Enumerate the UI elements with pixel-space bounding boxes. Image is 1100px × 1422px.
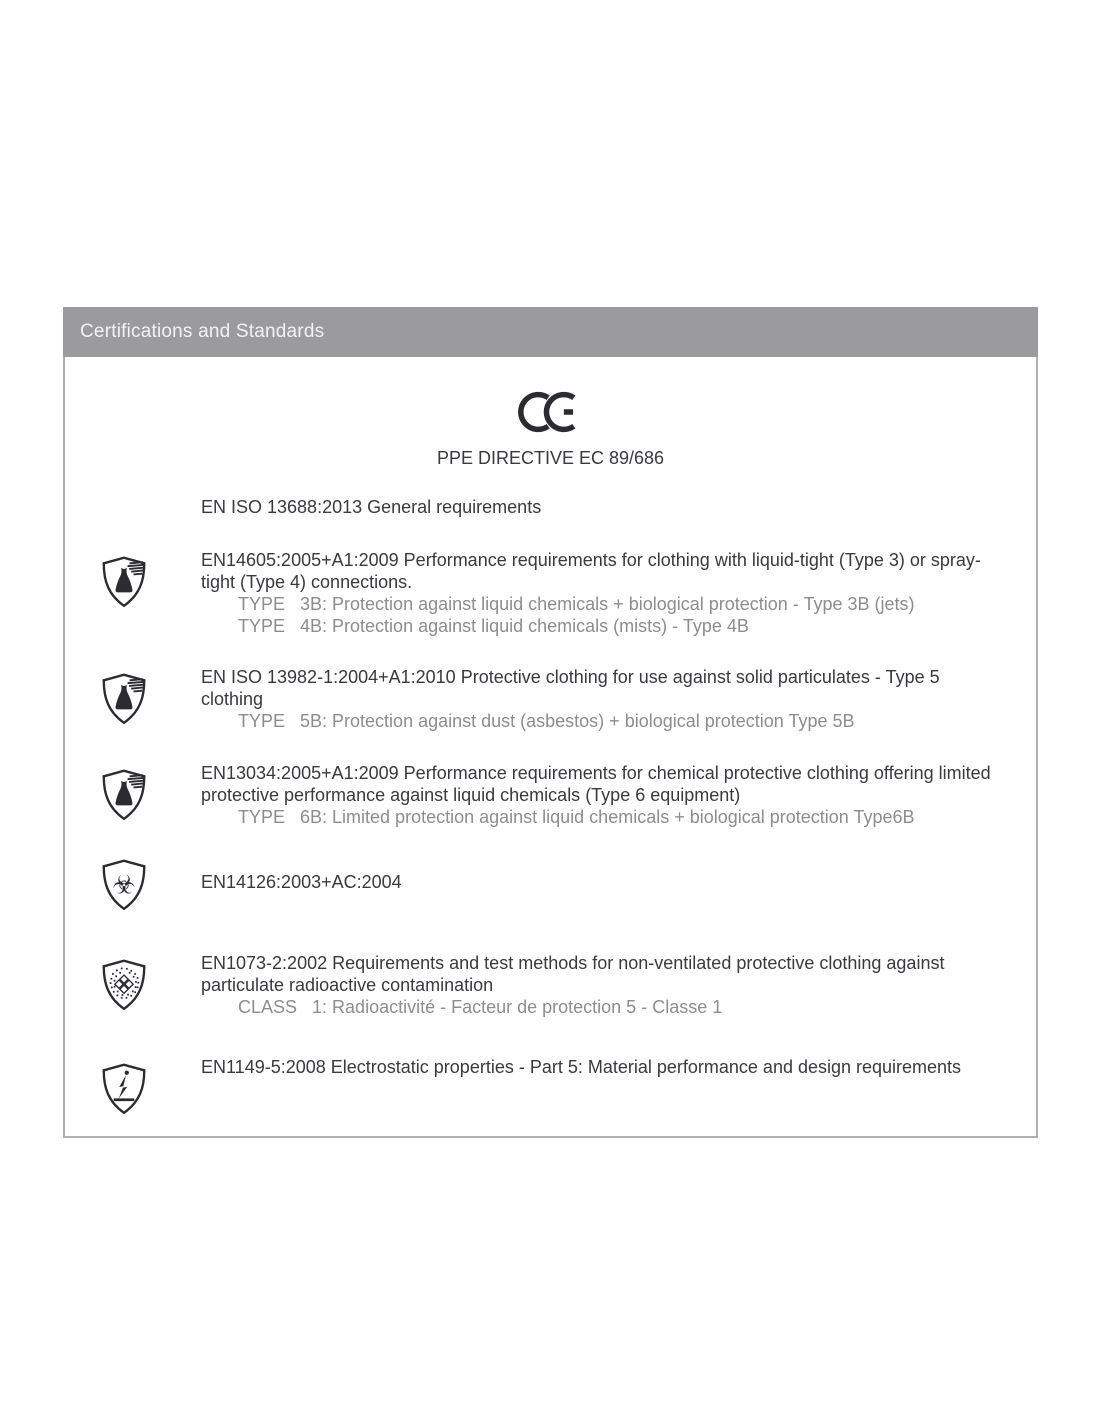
ppe-directive-label: PPE DIRECTIVE EC 89/686 [436, 448, 665, 468]
panel-title: Certifications and Standards [80, 321, 325, 342]
liquid-chemicals-shield-icon [100, 672, 148, 726]
standard-subline: CLASS 1: Radioactivité - Facteur de protection 5 - Classe 1 [238, 997, 723, 1017]
ce-mark-icon [515, 390, 587, 434]
standard-title: EN14605:2005+A1:2009 Performance requirements for clothing with liquid-tight (Type 3) or spray-tight (Type 4) connections. [201, 550, 981, 592]
biohazard-shield-icon [100, 858, 148, 912]
standard-subline: TYPE 3B: Protection against liquid chemicals + biological protection - Type 3B (jets) [238, 594, 915, 614]
standard-row [65, 762, 1036, 828]
standard-title: EN ISO 13982-1:2004+A1:2010 Protective clothing for use against solid particulates - Type 5 clothing [201, 667, 940, 709]
standard-title: EN1149-5:2008 Electrostatic properties - Part 5: Material performance and design requirements [201, 1057, 962, 1077]
standard-row [65, 666, 1036, 732]
electrostatic-shield-icon [100, 1062, 148, 1116]
standard-row [65, 852, 1036, 912]
standard-title: EN1073-2:2002 Requirements and test methods for non-ventilated protective clothing against particulate radioactive contamination [201, 953, 945, 995]
standard-subline: TYPE 6B: Limited protection against liquid chemicals + biological protection Type6B [238, 807, 915, 827]
standard-title: EN13034:2005+A1:2009 Performance requirements for chemical protective clothing offering limited protective performance against liquid chemicals (Type 6 equipment) [201, 763, 991, 805]
general-requirements-text: EN ISO 13688:2013 General requirements [201, 497, 542, 517]
ce-mark-block [65, 390, 1036, 469]
standard-title: EN14126:2003+AC:2004 [201, 872, 402, 892]
panel-header [63, 307, 1038, 357]
standard-subline: TYPE 4B: Protection against liquid chemicals (mists) - Type 4B [238, 616, 749, 636]
panel-body [63, 357, 1038, 1138]
liquid-chemicals-shield-icon [100, 768, 148, 822]
standard-subline: TYPE 5B: Protection against dust (asbestos) + biological protection Type 5B [238, 711, 855, 731]
standard-row [65, 549, 1036, 637]
radioactive-particles-shield-icon [100, 958, 148, 1012]
certifications-panel [63, 307, 1038, 1138]
liquid-chemicals-shield-icon [100, 555, 148, 609]
standard-row [65, 952, 1036, 1018]
standard-row [65, 1056, 1036, 1116]
